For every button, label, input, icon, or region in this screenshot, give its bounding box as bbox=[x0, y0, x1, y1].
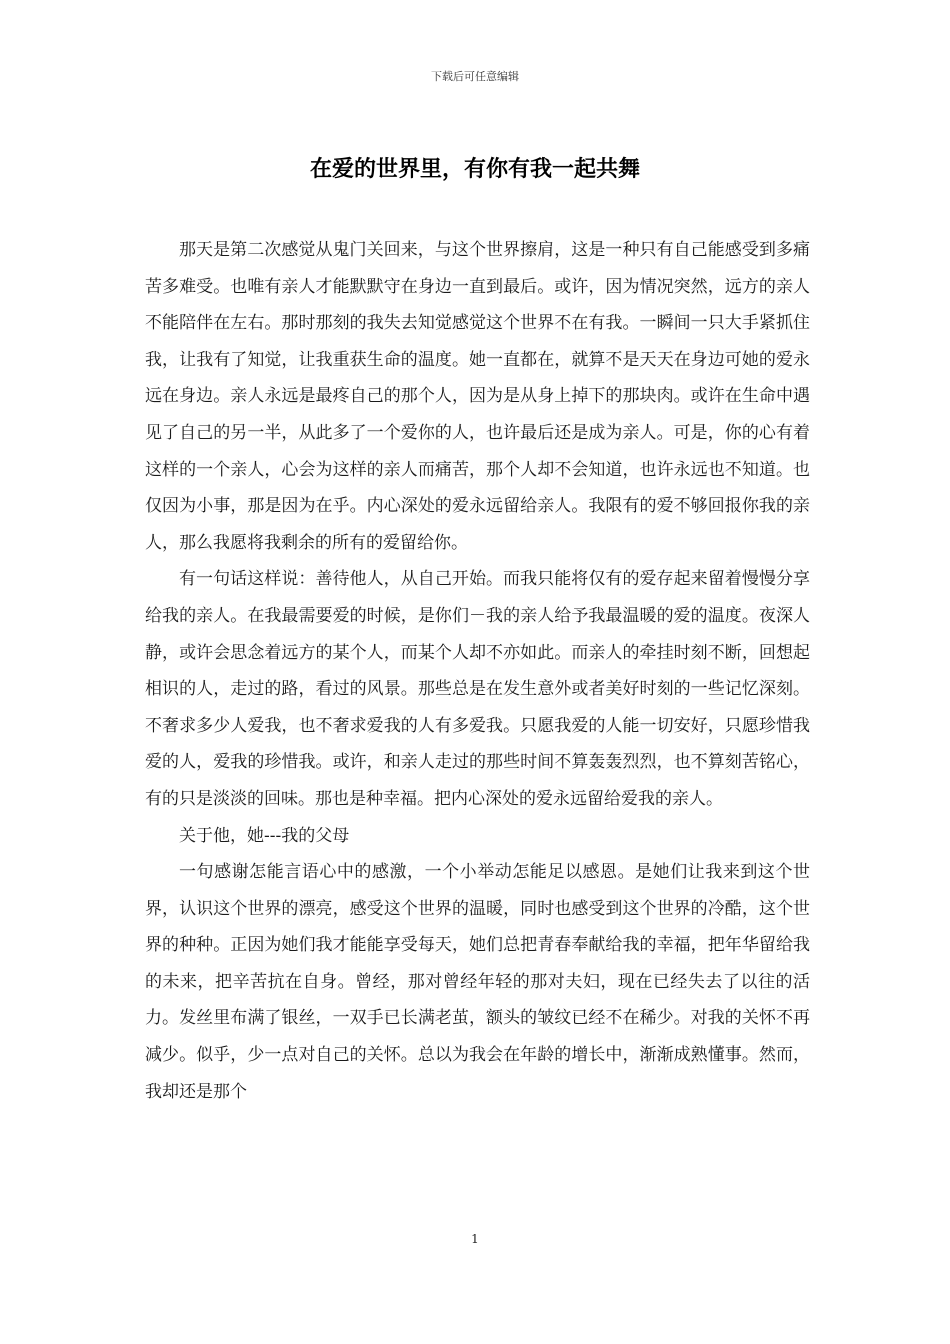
document-body bbox=[145, 232, 810, 1110]
section-heading-parents: 关于他，她---我的父母 bbox=[179, 825, 350, 846]
page-header-note: 下载后可任意编辑 bbox=[431, 70, 519, 83]
paragraph-2: 有一句话这样说：善待他人，从自己开始。而我只能将仅有的爱存起来留着慢慢分享给我的亲人。在我最需要爱的时候，是你们－我的亲人给予我最温暖的爱的温度。夜深人静，或许会思念着远方的某个人，而某个人却不亦如此。而亲人的牵挂时刻不断，回想起相识的人，走过的路，看过的风景。那些总是在发生意外或者美好时刻的一些记忆深刻。不奢求多少人爱我，也不奢求爱我的人有多爱我。只愿我爱的人能一切安好，只愿珍惜我爱的人，爱我的珍惜我。或许，和亲人走过的那些时间不算轰轰烈烈，也不算刻苦铭心，有的只是淡淡的回味。那也是种幸福。把内心深处的爱永远留给爱我的亲人。 bbox=[145, 569, 810, 809]
paragraph-3: 一句感谢怎能言语心中的感激，一个小举动怎能足以感恩。是她们让我来到这个世界，认识这个世界的漂亮，感受这个世界的温暖，同时也感受到这个世界的冷酷，这个世界的种种。正因为她们我才能能享受每天，她们总把青春奉献给我的幸福，把年华留给我的未来，把辛苦抗在自身。曾经，那对曾经年轻的那对夫妇，现在已经失去了以往的活力。发丝里布满了银丝，一双手已长满老茧，额头的皱纹已经不在稀少。对我的关怀不再减少。似乎，少一点对自己的关怀。总以为我会在年龄的增长中，渐渐成熟懂事。然而，我却还是那个 bbox=[145, 862, 810, 1102]
page-title: 在爱的世界里，有你有我一起共舞 bbox=[309, 156, 640, 182]
page-number: 1 bbox=[471, 1232, 479, 1246]
paragraph-1: 那天是第二次感觉从鬼门关回来，与这个世界擦肩，这是一种只有自己能感受到多痛苦多难受。也唯有亲人才能默默守在身边一直到最后。或许，因为情况突然，远方的亲人不能陪伴在左右。那时那刻的我失去知觉感觉这个世界不在有我。一瞬间一只大手紧抓住我，让我有了知觉，让我重获生命的温度。她一直都在，就算不是天天在身边可她的爱永远在身边。亲人永远是最疼自己的那个人，因为是从身上掉下的那块肉。或许在生命中遇见了自己的另一半，从此多了一个爱你的人，也许最后还是成为亲人。可是，你的心有着这样的一个亲人，心会为这样的亲人而痛苦，那个人却不会知道，也许永远也不知道。也仅因为小事，那是因为在乎。内心深处的爱永远留给亲人。我限有的爱不够回报你我的亲人，那么我愿将我剩余的所有的爱留给你。 bbox=[145, 240, 810, 553]
